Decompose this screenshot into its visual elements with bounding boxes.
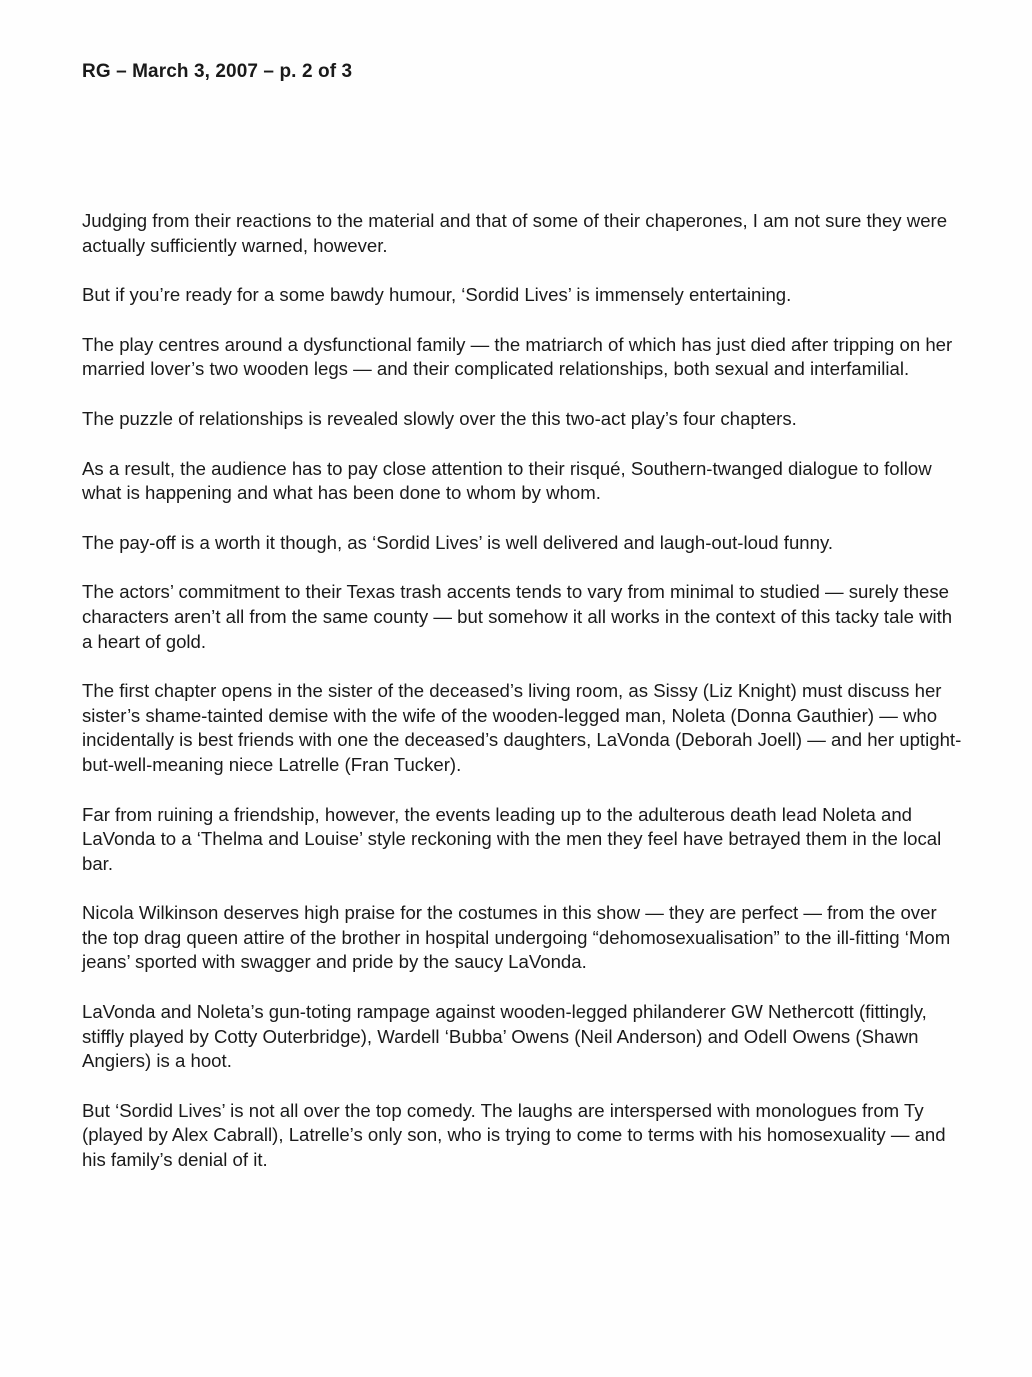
paragraph-3: The play centres around a dysfunctional family — the matriarch of which has just died after tripping on her married lover’s two wooden legs — and their complicated relationships, both sexual and interfamilial. [82,333,953,380]
paragraph-7: The actors’ commitment to their Texas trash accents tends to vary from minimal to studied — surely these characters aren’t all from the same county — but somehow it all works in the context of this tacky tale with a heart of gold. [82,581,953,652]
paragraph-6: The pay-off is a worth it though, as ‘Sordid Lives’ is well delivered and laugh-out-loud funny. [82,531,834,553]
paragraph-4: The puzzle of relationships is revealed slowly over the this two-act play’s four chapters. [82,407,797,429]
paragraph-2: But if you’re ready for a some bawdy humour, ‘Sordid Lives’ is immensely entertaining. [82,284,792,306]
paragraph-11: LaVonda and Noleta’s gun-toting rampage against wooden-legged philanderer GW Nethercott (fittingly, stiffly played by Cotty Outerbridge), Wardell ‘Bubba’ Owens (Neil Anderson) and Odell Owens (Shawn Angiers) is a hoot. [82,1001,927,1072]
paragraph-8: The first chapter opens in the sister of the deceased’s living room, as Sissy (Liz Knight) must discuss her sister’s shame-tainted demise with the wife of the wooden-legged man, Noleta (Donna Gauthier) — who incidentally is best friends with one the deceased’s daughters, LaVonda (Deborah Joell) — and her uptight-but-well-meaning niece Latrelle (Fran Tucker). [82,680,962,775]
paragraph-9: Far from ruining a friendship, however, the events leading up to the adulterous death lead Noleta and LaVonda to a ‘Thelma and Louise’ style reckoning with the men they feel have betrayed them in the local bar. [82,803,942,874]
article-body [82,209,967,1198]
paragraph-1: Judging from their reactions to the material and that of some of their chaperones, I am not sure they were actually sufficiently warned, however. [82,210,948,256]
page-header: RG – March 3, 2007 – p. 2 of 3 [82,61,353,82]
paragraph-5: As a result, the audience has to pay close attention to their risqué, Southern-twanged dialogue to follow what is happening and what has been done to whom by whom. [82,457,932,504]
paragraph-10: Nicola Wilkinson deserves high praise for the costumes in this show — they are perfect — from the over the top drag queen attire of the brother in hospital undergoing “dehomosexualisation” to the ill-fitting ‘Mom jeans’ sported with swagger and pride by the saucy LaVonda. [82,902,951,973]
paragraph-12: But ‘Sordid Lives’ is not all over the top comedy. The laughs are interspersed with monologues from Ty (played by Alex Cabrall), Latrelle’s only son, who is trying to come to terms with his homosexuality — and his family’s denial of it. [82,1099,946,1171]
